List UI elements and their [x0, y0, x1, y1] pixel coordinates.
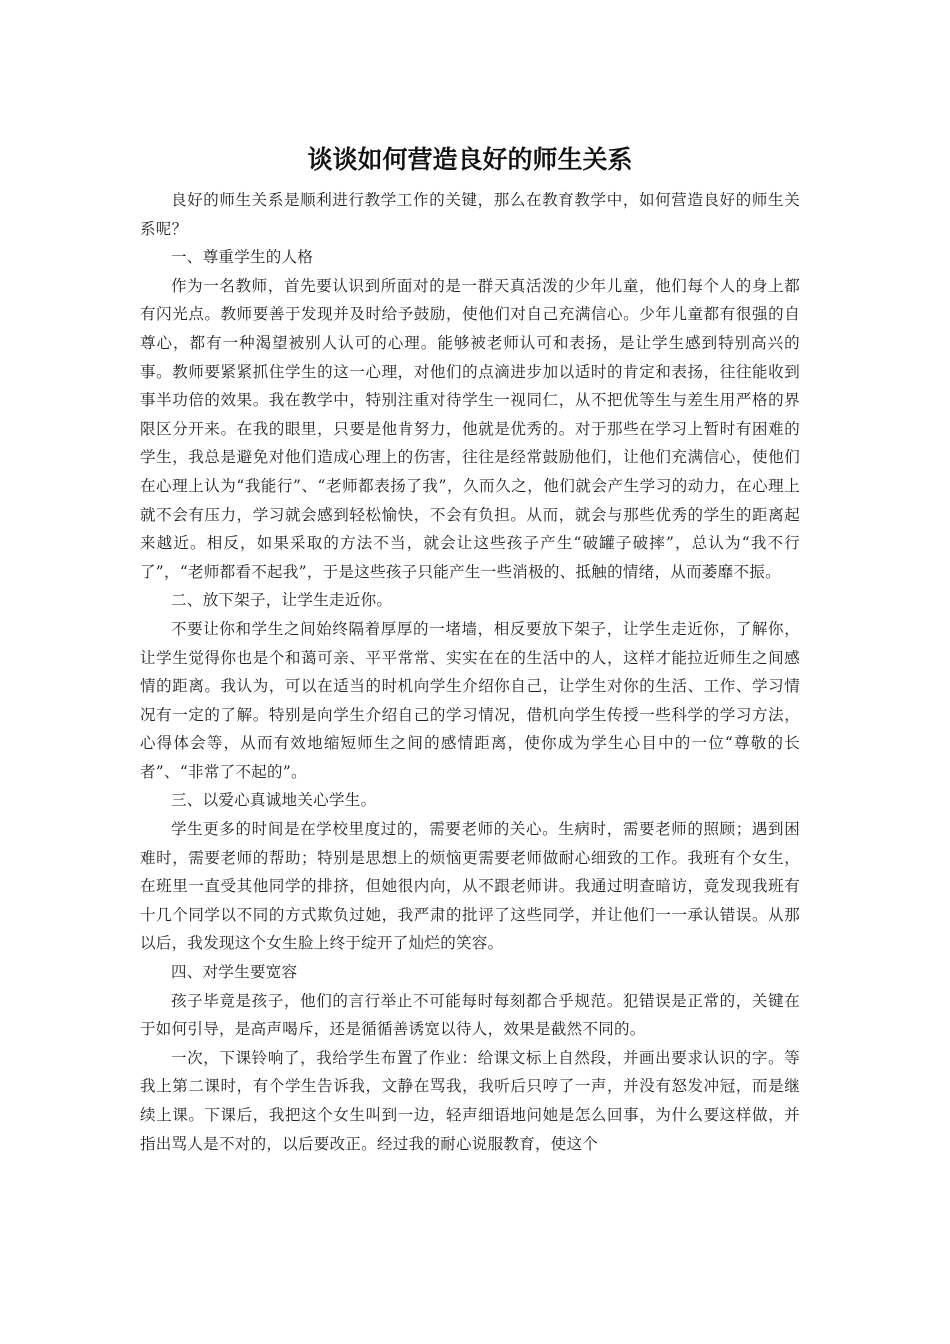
section-heading-2: 二、放下架子，让学生走近你。: [171, 591, 393, 610]
section-heading-3: 三、以爱心真诚地关心学生。: [171, 791, 377, 810]
intro-paragraph: 良好的师生关系是顺利进行教学工作的关键，那么在教育教学中，如何营造良好的师生关系呢？: [140, 191, 800, 238]
body-paragraph: 学生更多的时间是在学校里度过的，需要老师的关心。生病时，需要老师的照顾；遇到困难时，需要老师的帮助；特别是思想上的烦恼更需要老师做耐心细致的工作。我班有个女生，在班里一直受其他同学的排挤，但她很内向，从不跟老师讲。我通过明查暗访，竟发现我班有十几个同学以不同的方式欺负过她，我严肃的批评了这些同学，并让他们一一承认错误。从那以后，我发现这个女生脸上终于绽开了灿烂的笑容。: [140, 820, 800, 953]
body-paragraph: 孩子毕竟是孩子，他们的言行举止不可能每时每刻都合乎规范。犯错误是正常的，关键在于如何引导，是高声喝斥，还是循循善诱宽以待人，效果是截然不同的。: [140, 991, 800, 1039]
body-paragraph: 不要让你和学生之间始终隔着厚厚的一堵墙，相反要放下架子，让学生走近你，了解你，让学生觉得你也是个和蔼可亲、平平常常、实实在在的生活中的人，这样才能拉近师生之间感情的距离。我认为，可以在适当的时机向学生介绍你自己，让学生对你的生活、工作、学习情况有一定的了解。特别是向学生介绍自己的学习情况，借机向学生传授一些科学的学习方法，心得体会等，从而有效地缩短师生之间的感情距离，使你成为学生心目中的一位“尊敬的长者”、“非常了不起的”。: [140, 619, 800, 781]
section-heading-4: 四、对学生要宽容: [171, 963, 298, 982]
section-heading-1: 一、尊重学生的人格: [171, 248, 314, 267]
document-body: [140, 186, 800, 1158]
body-paragraph: 作为一名教师，首先要认识到所面对的是一群天真活泼的少年儿童，他们每个人的身上都有闪光点。教师要善于发现并及时给予鼓励，使他们对自己充满信心。少年儿童都有很强的自尊心，都有一种渴望被别人认可的心理。能够被老师认可和表扬，是让学生感到特别高兴的事。教师要紧紧抓住学生的这一心理，对他们的点滴进步加以适时的肯定和表扬，往往能收到事半功倍的效果。我在教学中，特别注重对待学生一视同仁，从不把优等生与差生用严格的界限区分开来。在我的眼里，只要是他肯努力，他就是优秀的。对于那些在学习上暂时有困难的学生，我总是避免对他们造成心理上的伤害，往往是经常鼓励他们，让他们充满信心，使他们在心理上认为“我能行”、“老师都表扬了我”，久而久之，他们就会产生学习的动力，在心理上就不会有压力，学习就会感到轻松愉快，不会有负担。从而，就会与那些优秀的学生的距离起来越近。相反，如果采取的方法不当，就会让这些孩子产生“破罐子破摔”，总认为“我不行了”，“老师都看不起我”，于是这些孩子只能产生一些消极的、抵触的情绪，从而萎靡不振。: [140, 276, 800, 581]
body-paragraph: 一次，下课铃响了，我给学生布置了作业：给课文标上自然段，并画出要求认识的字。等我上第二课时，有个学生告诉我，文静在骂我，我听后只哼了一声，并没有怒发冲冠，而是继续上课。下课后，我把这个女生叫到一边，轻声细语地问她是怎么回事，为什么要这样做，并指出骂人是不对的，以后要改正。经过我的耐心说服教育，使这个: [140, 1048, 800, 1153]
document-title: 谈谈如何营造良好的师生关系: [307, 145, 633, 174]
